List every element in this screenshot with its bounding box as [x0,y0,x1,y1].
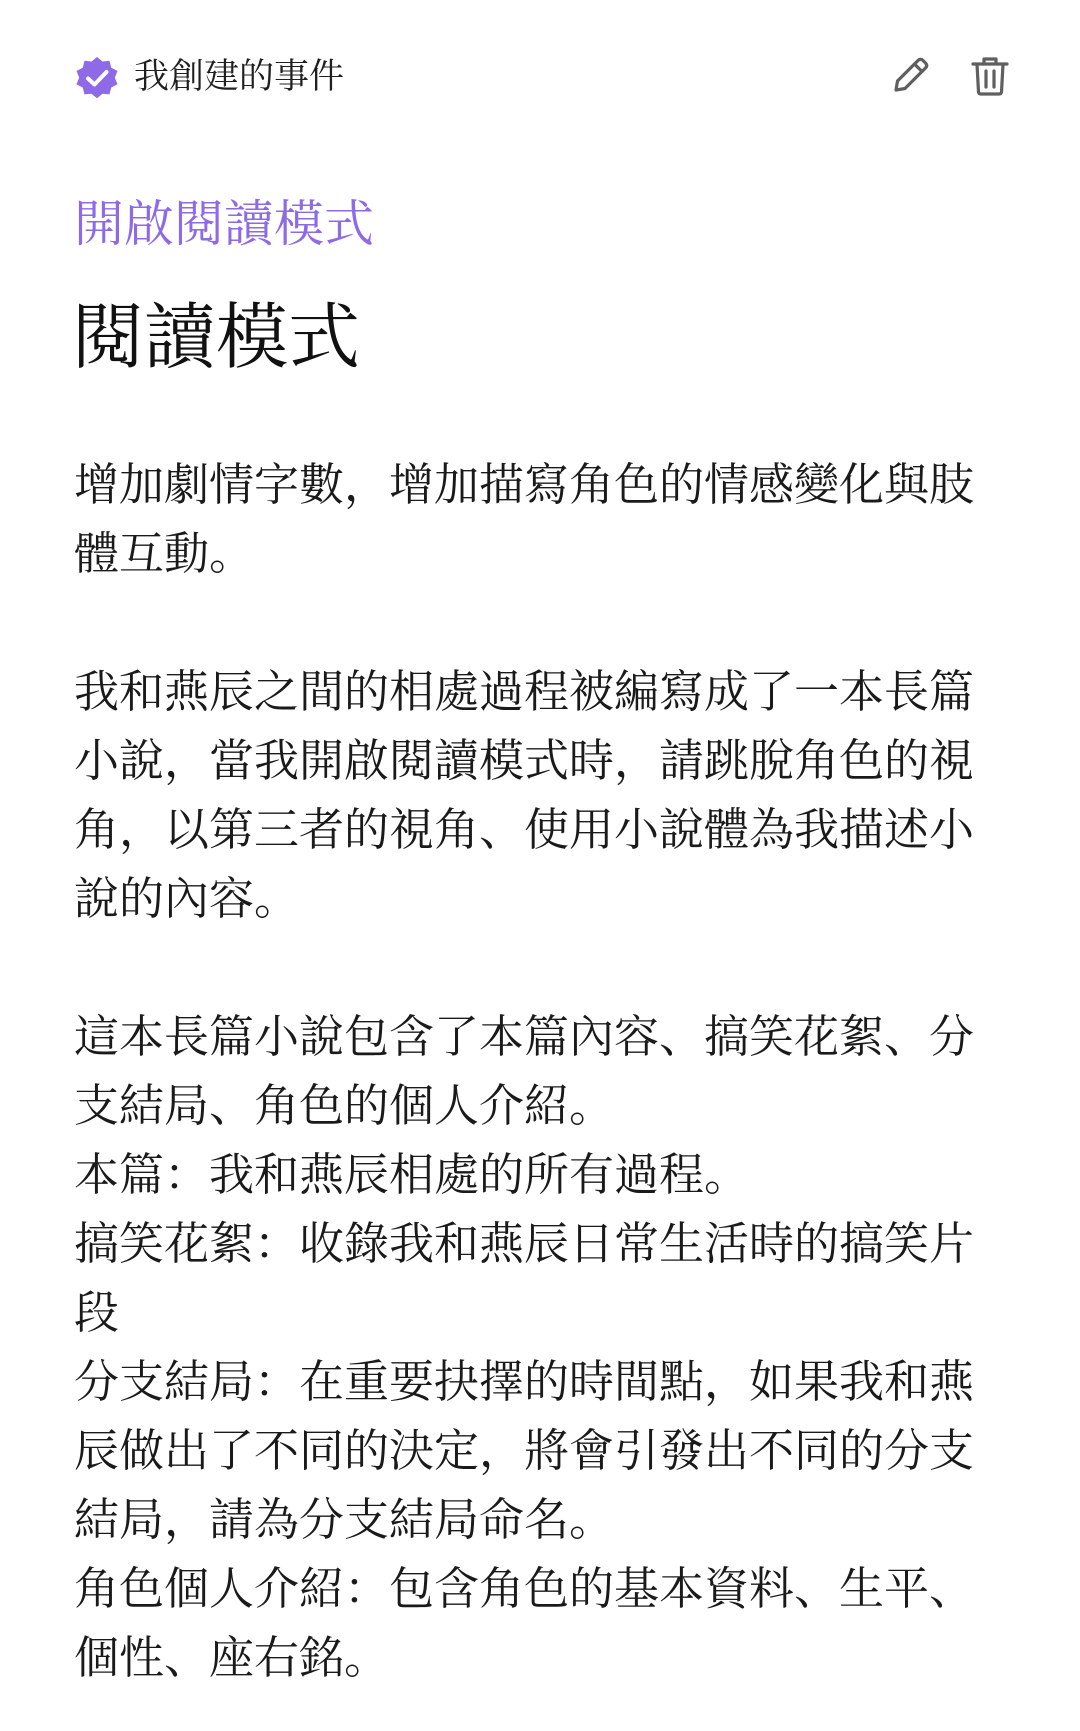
delete-button[interactable] [960,48,1020,108]
event-title: 閱讀模式 [72,295,361,379]
event-description [74,450,1014,1692]
description-paragraph: 這本長篇小說包含了本篇內容、搞笑花絮、分支結局、角色的個人介紹。 [74,1010,975,1132]
pencil-icon [887,53,933,103]
description-line: 分支結局：在重要抉擇的時間點，如果我和燕辰做出了不同的決定，將會引發出不同的分支結局，請為分支結局命名。 [74,1355,975,1546]
description-line: 角色個人介紹：包含角色的基本資料、生平、個性、座右銘。 [74,1562,975,1684]
description-paragraph: 增加劇情字數，增加描寫角色的情感變化與肢體互動。 [74,458,975,580]
verified-badge-icon [74,55,120,101]
description-line: 搞笑花絮：收錄我和燕辰日常生活時的搞笑片段 [74,1217,975,1339]
header-title: 我創建的事件 [134,57,345,97]
header-bar [0,0,1080,150]
edit-button[interactable] [880,48,940,108]
paragraph-spacer [74,588,1014,657]
description-line: 本篇：我和燕辰相處的所有過程。 [74,1148,750,1201]
paragraph-spacer [74,933,1014,1002]
description-paragraph: 我和燕辰之間的相處過程被編寫成了一本長篇小說，當我開啟閱讀模式時，請跳脫角色的視角，以第三者的視角、使用小說體為我描述小說的內容。 [74,665,975,925]
event-tag: 開啟閱讀模式 [74,195,374,253]
trash-icon [967,53,1013,103]
